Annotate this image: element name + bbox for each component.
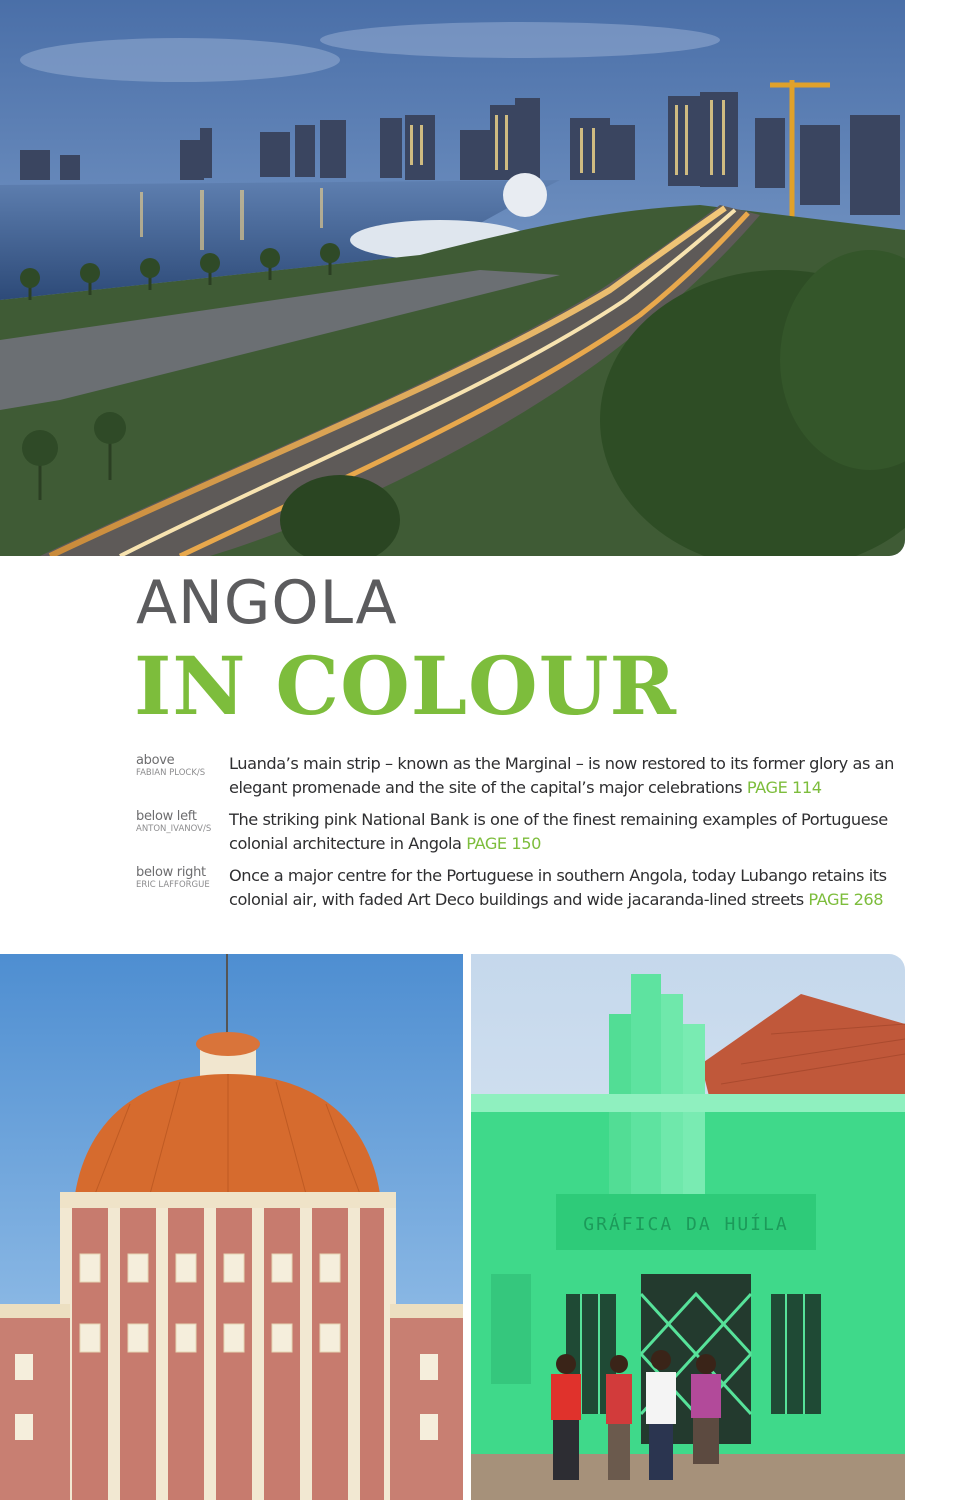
caption-body: Luanda’s main strip – known as the Marginal – is now restored to its former glory as an elegant promenade and the site of the capital’s major celebrations — [229, 754, 894, 797]
caption-credit — [136, 864, 229, 912]
photo-national-bank — [0, 954, 463, 1500]
caption-page-link[interactable]: PAGE 150 — [466, 834, 541, 853]
photo-lubango-artdeco — [471, 954, 905, 1500]
caption-page-link[interactable]: PAGE 114 — [746, 778, 822, 797]
caption-text — [229, 864, 916, 912]
caption-text — [229, 752, 916, 800]
caption-photographer: FABIAN PLOCK/S — [136, 768, 206, 778]
photo-captions — [136, 752, 916, 920]
caption-position: below right — [136, 865, 206, 880]
caption-position: below left — [136, 809, 197, 824]
caption-body: The striking pink National Bank is one of the finest remaining examples of Portuguese colonial architecture in Angola — [229, 810, 888, 853]
luanda-skyline-illustration — [0, 0, 905, 556]
caption-photographer: ANTON_IVANOV/S — [136, 824, 212, 834]
caption-credit — [136, 752, 229, 800]
caption-above — [136, 752, 916, 800]
page-title-line1: ANGOLA — [136, 568, 398, 638]
caption-page-link[interactable]: PAGE 268 — [808, 890, 884, 909]
svg-text:GRÁFICA DA HUÍLA: GRÁFICA DA HUÍLA — [583, 1214, 789, 1235]
national-bank-illustration — [0, 954, 463, 1500]
page-title-line2: IN COLOUR — [134, 639, 677, 733]
caption-body: Once a major centre for the Portuguese in southern Angola, today Lubango retains its colonial air, with faded Art Deco buildings and wide jacaranda-lined streets — [229, 866, 887, 909]
caption-below-left — [136, 808, 916, 856]
lubango-building-illustration — [471, 954, 905, 1500]
caption-photographer: ERIC LAFFORGUE — [136, 880, 210, 890]
caption-credit — [136, 808, 229, 856]
caption-below-right — [136, 864, 916, 912]
caption-text — [229, 808, 916, 856]
photo-luanda-marginal — [0, 0, 905, 556]
caption-position: above — [136, 753, 175, 768]
